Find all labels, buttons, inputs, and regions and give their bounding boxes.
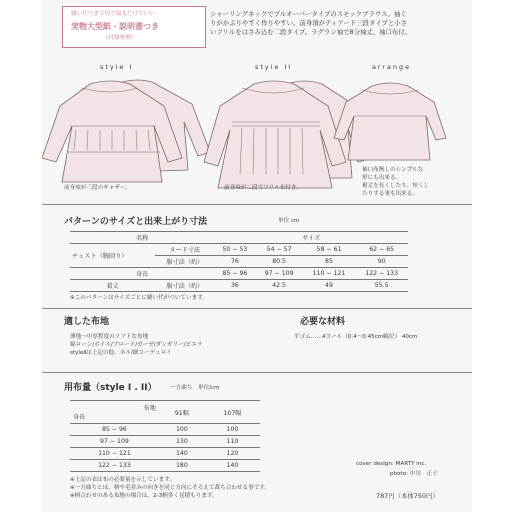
row-length: 着丈 — [70, 280, 155, 292]
yardage-91: 180 — [159, 460, 205, 472]
needed-line: 平ゴム……4コール（0.4〜0.45cm幅位） 40cm — [294, 334, 418, 340]
cell: 122 − 133 — [355, 268, 408, 280]
arrange-garment — [334, 83, 446, 160]
arrange-note-line: 形にも出来る。 — [362, 175, 402, 181]
pattern-sheet — [42, 0, 472, 512]
yardage-note: ※柄合わせのある布地の場合は、2-3柄多く見積もります。 — [70, 493, 218, 499]
cell: 85 − 96 — [214, 268, 255, 280]
size-unit: 単位 cm — [278, 218, 300, 224]
cell: 76 — [214, 256, 255, 268]
arrange-note-line: 裾丈を長くしたり、短くし — [362, 183, 430, 189]
cell: 90 — [355, 256, 408, 268]
cell: 42.5 — [256, 280, 303, 292]
row-nude: ヌード寸法 — [155, 244, 214, 256]
yardage-91: 140 — [159, 448, 205, 460]
yardage-107: 110 — [205, 436, 260, 448]
col-size: サイズ — [214, 232, 408, 244]
credit-design: cover design: MARTY inc. — [356, 461, 427, 467]
style1-label: style I — [100, 63, 134, 71]
style2-label: style II — [255, 63, 293, 71]
needed-section-title: 必要な材料 — [300, 317, 346, 327]
size-note: ※このパターンはサイズごとに縫い代がついています。 — [70, 295, 208, 301]
intro-line: りがかぶりやすく作りやすい。前身頃がティアード三段タイプと小さ — [210, 19, 408, 27]
style2-caption: 前身頃が二段でフリル布付き。 — [224, 185, 302, 191]
intro-line: シャーリングネックでプルオーバータイプのスモックブラウス。袖ぐ — [210, 10, 407, 18]
divider — [42, 308, 472, 309]
col-fabric: 布地 — [143, 405, 156, 412]
fabric-line: 綿ローン/ボイル/ブロード/ガーゼ/ダンガリー/ピエラ — [70, 342, 203, 348]
fabric-lines — [70, 333, 290, 357]
badge — [62, 6, 206, 48]
style1-caption: 前身頃が三段のギャザー。 — [64, 185, 131, 191]
price: 787円（本体750円） — [376, 492, 439, 500]
intro-line: いフリルをはさみ込む二段タイプ。ラグラン袖で8分袖丈、袖口布付。 — [210, 28, 412, 36]
yardage-91: 130 — [159, 436, 205, 448]
intro-text — [210, 10, 472, 37]
cell: 55.5 — [355, 280, 408, 292]
badge-line3: （付録参照） — [103, 35, 137, 41]
cell: 58 − 61 — [303, 244, 356, 256]
cell: 49 — [303, 280, 356, 292]
yardage-107: 140 — [205, 460, 260, 472]
arrange-note-line: たりする事も出来る。 — [362, 191, 418, 197]
fabric-line: styleⅡは上記の他、ネル/細コーデュロイ — [70, 350, 172, 356]
divider — [42, 204, 472, 205]
yardage-height: 110 − 121 — [70, 448, 159, 460]
col-91: 91幅 — [159, 401, 205, 424]
cell: 54 − 57 — [256, 244, 303, 256]
yardage-notes — [70, 476, 370, 500]
yardage-header-cell — [70, 401, 159, 424]
cell: 85 — [303, 256, 356, 268]
yardage-sub: 一方曲ち 単位/cm — [170, 385, 220, 391]
divider — [42, 372, 472, 373]
cell: 110 − 121 — [303, 268, 356, 280]
fabric-section-title: 適した布地 — [64, 317, 110, 327]
cell: 97 − 109 — [256, 268, 303, 280]
size-section-title: パターンのサイズと出来上がり寸法 — [64, 217, 208, 227]
cell: 36 — [214, 280, 255, 292]
cell: 50 − 53 — [214, 244, 255, 256]
yardage-table — [70, 400, 260, 472]
yardage-height: 85 − 96 — [70, 424, 159, 436]
yardage-note: ※一方曲ちとは、柄や毛並みの向きを同じ方向にそろえて裁ち合わせる事です。 — [70, 485, 271, 491]
arrange-note-line: 袖口布無しのシンプルな — [362, 167, 424, 173]
yardage-107: 100 — [205, 424, 260, 436]
yardage-section-title: 用布量（style I . II） — [64, 383, 157, 393]
fabric-line: 薄地〜中厚程度のソフトな布地 — [70, 334, 149, 340]
yardage-91: 100 — [159, 424, 205, 436]
arrange-note — [362, 166, 472, 198]
credit-photo: photo: 中川 正子 — [390, 471, 438, 477]
arrange-label: arrange — [372, 63, 412, 71]
col-height: 身長 — [73, 414, 86, 421]
cell: 80.5 — [256, 256, 303, 268]
badge-line1: 縫い代つきで切り取るだけでいい — [71, 11, 155, 17]
yardage-note: ※上記の表は布の必要量を示しています。 — [70, 477, 175, 483]
row-height: 身長 — [70, 268, 214, 280]
row-finished: 服寸法（約） — [155, 256, 214, 268]
row-chest: チェスト（胸回り） — [70, 244, 155, 268]
yardage-107: 120 — [205, 448, 260, 460]
yardage-height: 97 − 109 — [70, 436, 159, 448]
cell: 62 − 65 — [355, 244, 408, 256]
size-table — [70, 231, 408, 292]
badge-line2: 実物大型紙・説明書つき — [71, 22, 159, 31]
row-length-sub: 服寸法（約） — [155, 280, 214, 292]
col-name: 名称 — [70, 232, 214, 244]
col-107: 107幅 — [205, 401, 260, 424]
yardage-height: 122 − 133 — [70, 460, 159, 472]
